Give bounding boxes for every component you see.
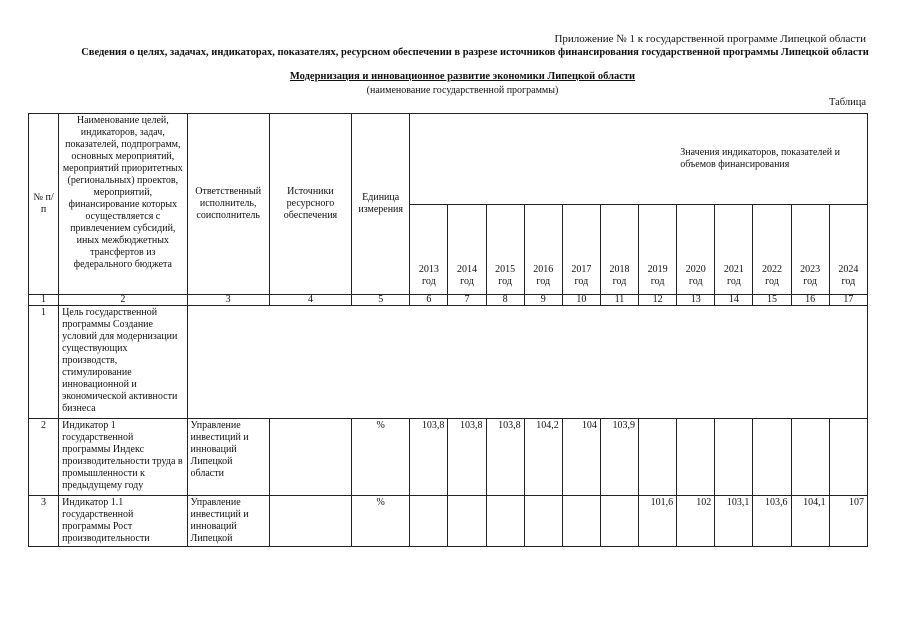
- year-header: 2021 год: [715, 205, 753, 295]
- year-header: 2016 год: [524, 205, 562, 295]
- column-number: 10: [562, 295, 600, 306]
- column-number: 11: [600, 295, 638, 306]
- year-header: 2020 год: [677, 205, 715, 295]
- row-sources: [269, 496, 351, 547]
- row-unit: %: [352, 419, 410, 496]
- column-numbers-row: [29, 295, 868, 306]
- column-number: 8: [486, 295, 524, 306]
- row-value: 102: [677, 496, 715, 547]
- row-value: 103,1: [715, 496, 753, 547]
- column-number: 15: [753, 295, 791, 306]
- column-number: 14: [715, 295, 753, 306]
- column-number: 7: [448, 295, 486, 306]
- row-value: [410, 496, 448, 547]
- year-header: 2022 год: [753, 205, 791, 295]
- row-value: 103,8: [448, 419, 486, 496]
- indicators-table: [28, 113, 868, 547]
- col-header-name: Наименование целей, индикаторов, задач, показателей, подпрограмм, основных мероприятий, мероприятий приоритетных (региональных) проектов, мероприятий, финансирование которых осуществляется с привлечением субсидий, иных межбюджетных трансфертов из федерального бюджета: [59, 114, 187, 295]
- row-name: Индикатор 1.1 государственной программы Рост производительности: [59, 496, 187, 547]
- year-header: 2019 год: [639, 205, 677, 295]
- row-value: [524, 496, 562, 547]
- table-label: Таблица: [828, 97, 866, 108]
- row-sources: [269, 419, 351, 496]
- row-value: 101,6: [639, 496, 677, 547]
- header-row: [29, 114, 868, 205]
- row-value: 104,1: [791, 496, 829, 547]
- column-number: 13: [677, 295, 715, 306]
- column-number: 12: [639, 295, 677, 306]
- row-name: Индикатор 1 государственной программы Индекс производительности труда в промышленности к предыдущему году: [59, 419, 187, 496]
- row-value: 103,9: [600, 419, 638, 496]
- column-number: 16: [791, 295, 829, 306]
- row-value: [600, 496, 638, 547]
- goal-merged-cell: [187, 306, 867, 419]
- row-number: 1: [29, 306, 59, 419]
- row-number: 2: [29, 419, 59, 496]
- column-number: 3: [187, 295, 269, 306]
- document-title: Сведения о целях, задачах, индикаторах, показателях, ресурсном обеспечении в разрезе источников финансирования государственной программы Липецкой области: [81, 47, 869, 58]
- column-number: 5: [352, 295, 410, 306]
- row-value: [562, 496, 600, 547]
- year-header: 2024 год: [829, 205, 867, 295]
- program-name-caption: (наименование государственной программы): [366, 85, 559, 96]
- appendix-note: Приложение № 1 к государственной программе Липецкой области: [554, 33, 866, 45]
- row-value: 104,2: [524, 419, 562, 496]
- row-value: 103,8: [410, 419, 448, 496]
- year-header: 2013 год: [410, 205, 448, 295]
- column-number: 17: [829, 295, 867, 306]
- row-value: [829, 419, 867, 496]
- row-value: 104: [562, 419, 600, 496]
- row-number: 3: [29, 496, 59, 547]
- row-executor: Управление инвестиций и инноваций Липецкой области: [187, 419, 269, 496]
- row-value: [677, 419, 715, 496]
- col-header-values: Значения индикаторов, показателей и объемов финансирования: [410, 114, 868, 205]
- row-unit: %: [352, 496, 410, 547]
- col-header-unit: Единица измерения: [352, 114, 410, 295]
- row-value: [448, 496, 486, 547]
- year-header: 2015 год: [486, 205, 524, 295]
- column-number: 2: [59, 295, 187, 306]
- program-name: Модернизация и инновационное развитие экономики Липецкой области: [289, 71, 636, 82]
- column-number: 9: [524, 295, 562, 306]
- row-value: 103,6: [753, 496, 791, 547]
- year-header: 2014 год: [448, 205, 486, 295]
- year-header: 2018 год: [600, 205, 638, 295]
- year-header: 2017 год: [562, 205, 600, 295]
- row-name: Цель государственной программы Создание условий для модернизации существующих производств, стимулирование инновационной и экономической активности бизнеса: [59, 306, 187, 419]
- col-header-num: № п/п: [29, 114, 59, 295]
- row-value: [715, 419, 753, 496]
- row-value: [791, 419, 829, 496]
- table-row: [29, 306, 868, 419]
- year-header: 2023 год: [791, 205, 829, 295]
- column-number: 1: [29, 295, 59, 306]
- row-value: 107: [829, 496, 867, 547]
- column-number: 4: [269, 295, 351, 306]
- table-row: [29, 419, 868, 496]
- col-header-sources: Источники ресурсного обеспечения: [269, 114, 351, 295]
- row-value: [753, 419, 791, 496]
- col-header-executor: Ответственный исполнитель, соисполнитель: [187, 114, 269, 295]
- row-value: [486, 496, 524, 547]
- row-executor: Управление инвестиций и инноваций Липецкой: [187, 496, 269, 547]
- row-value: [639, 419, 677, 496]
- column-number: 6: [410, 295, 448, 306]
- table-row: [29, 496, 868, 547]
- row-value: 103,8: [486, 419, 524, 496]
